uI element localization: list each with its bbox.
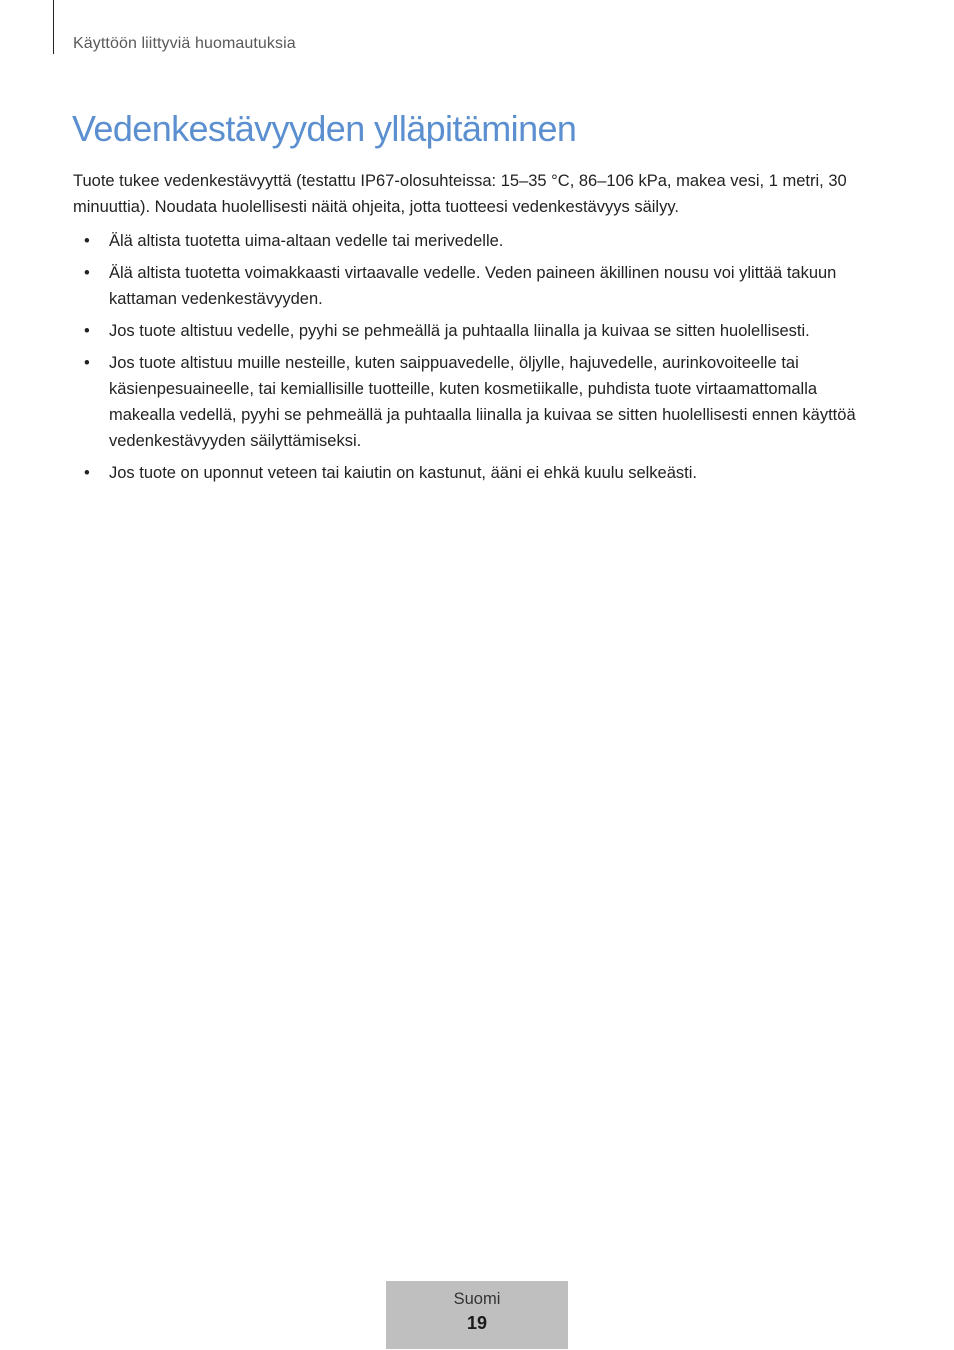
bullet-icon: • [84, 322, 90, 340]
list-item [73, 228, 873, 254]
footer-language: Suomi [453, 1290, 501, 1308]
intro-paragraph: Tuote tukee vedenkestävyyttä (testattu IP67-olosuhteissa: 15–35 °C, 86–106 kPa, makea vesi, 1 metri, 30 minuuttia). Noudata huolellisesti näitä ohjeita, jotta tuotteesi vedenkestävyys säilyy. [73, 172, 847, 216]
bullet-icon: • [84, 464, 90, 482]
bullet-icon: • [84, 354, 90, 372]
list-item [73, 318, 873, 344]
list-item-text: Jos tuote on uponnut veteen tai kaiutin on kastunut, ääni ei ehkä kuulu selkeästi. [109, 464, 697, 482]
bullet-icon: • [84, 232, 90, 250]
bullet-icon: • [84, 264, 90, 282]
guideline-list [73, 228, 873, 486]
list-item [73, 260, 873, 312]
header-edge-rule [53, 0, 54, 54]
list-item [73, 350, 873, 454]
running-header: Käyttöön liittyviä huomautuksia [73, 35, 296, 52]
page-title: Vedenkestävyyden ylläpitäminen [72, 108, 577, 149]
list-item-text: Jos tuote altistuu vedelle, pyyhi se pehmeällä ja puhtaalla liinalla ja kuivaa se sitten huolellisesti. [109, 322, 810, 340]
list-item-text: Jos tuote altistuu muille nesteille, kuten saippuavedelle, öljylle, hajuvedelle, aurinkovoiteelle tai käsienpesuaineelle, tai kemiallisille tuotteille, kuten kosmetiikalle, puhdista tuote virtaamattomalla makealla vedellä, pyyhi se pehmeällä ja puhtaalla liinalla ja kuivaa se sitten huolellisesti ennen käyttöä vedenkestävyyden säilyttämiseksi. [109, 354, 856, 450]
list-item [73, 460, 873, 486]
page-footer [386, 1281, 568, 1349]
list-item-text: Älä altista tuotetta uima-altaan vedelle tai merivedelle. [109, 232, 504, 250]
list-item-text: Älä altista tuotetta voimakkaasti virtaavalle vedelle. Veden paineen äkillinen nousu voi ylittää takuun kattaman vedenkestävyyden. [109, 264, 837, 308]
section-content [73, 168, 873, 492]
page-number: 19 [466, 1313, 488, 1333]
